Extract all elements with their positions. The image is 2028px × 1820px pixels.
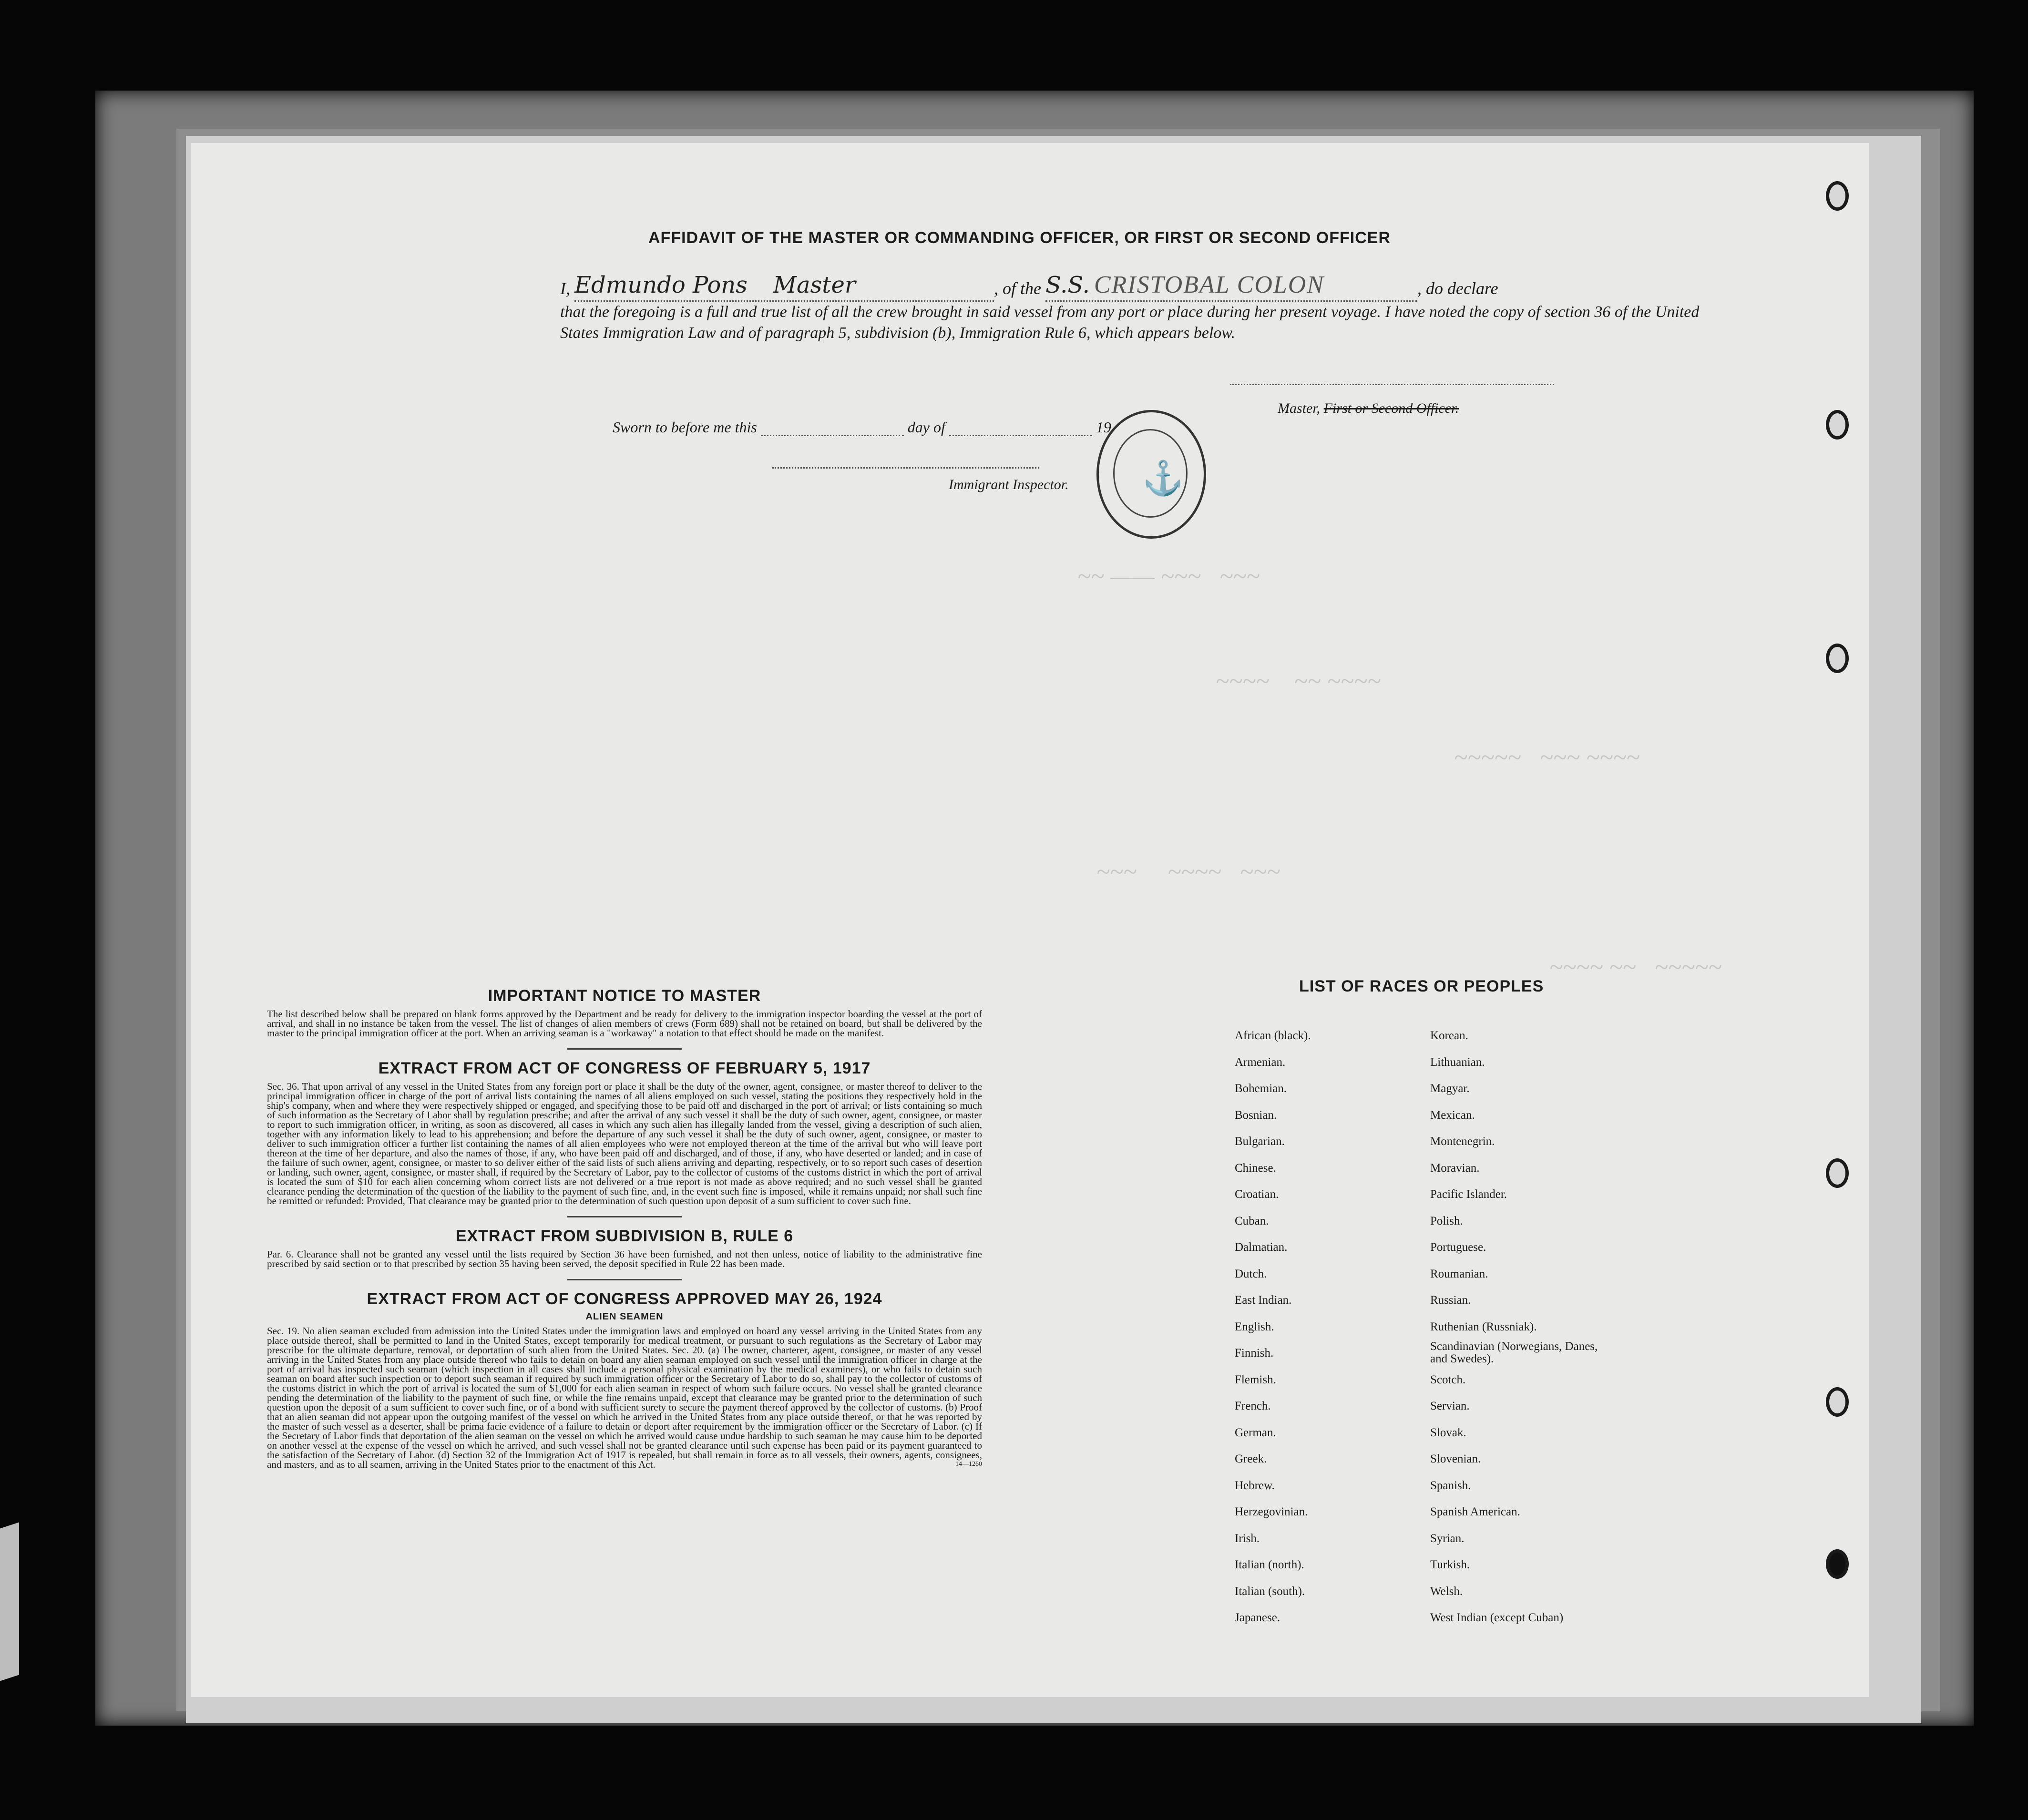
sworn-line: [613, 419, 1111, 436]
races-title: LIST OF RACES OR PEOPLES: [1299, 977, 1544, 995]
race-item: Magyar.: [1430, 1082, 1470, 1095]
master-label: Master,: [1278, 400, 1321, 416]
bleed-through-mark: ~~~ ~~~~ ~~~: [1096, 859, 1280, 886]
race-item: Lithuanian.: [1430, 1055, 1485, 1069]
declare-prefix: I,: [560, 279, 570, 298]
race-item: Polish.: [1430, 1214, 1463, 1227]
signer-rank: Master: [773, 272, 856, 298]
sworn-label: Sworn to before me this: [613, 419, 757, 436]
stamp-inner-ring: [1113, 429, 1188, 518]
race-item: Dalmatian.: [1235, 1241, 1288, 1254]
race-item: Spanish.: [1430, 1479, 1471, 1492]
background-fragment: [0, 1523, 19, 1681]
bleed-through-mark: ~~~~~ ~~~ ~~~~: [1454, 744, 1640, 771]
notice-title: IMPORTANT NOTICE TO MASTER: [488, 987, 761, 1005]
race-item: Herzegovinian.: [1235, 1505, 1308, 1518]
section-divider: [567, 1279, 682, 1280]
race-item: Syrian.: [1430, 1532, 1465, 1545]
affidavit-title: AFFIDAVIT OF THE MASTER OR COMMANDING OFFICER, OR FIRST OR SECOND OFFICER: [648, 229, 1391, 247]
of-the-label: , of the: [994, 279, 1041, 298]
bleed-through-mark: ~~~~ ~~ ~~~~: [1216, 668, 1381, 695]
extract-1924-text: Sec. 19. No alien seaman excluded from admission into the United States under the immigration laws and employed on board any vessel arriving in the United States from any place outside thereof, shall be permitted to land in the United States, except temporarily for medical treatment, or pursuant to such regulations as the Secretary of Labor may prescribe for the ultimate departure, removal, or deportation of such alien from the United States. Sec. 20. (a) The owner, charterer, agent, consignee, or master of any vessel arriving in the United States from any place outside thereof who fails to detain on board any alien seaman employed on such vessel until the immigration officer in charge at the port of arrival has inspected such seaman (which inspection in all cases shall include a personal physical examination by the medical examiners), or who fails to detain such seaman on board after such inspection or to deport such seaman if required by such immigration officer or the Secretary of Labor to do so, shall pay to the collector of customs of the customs district in which the port of arrival is located the sum of $1,000 for each alien seaman in respect of whom such failure occurs. No vessel shall be granted clearance pending the determination of the liability to the payment of such fine, or while the fine remains unpaid, except that clearance may be granted prior to the determination of such question upon the deposit of a sum sufficient to cover such fine, or of a bond with sufficient surety to secure the payment thereof approved by the collector of customs. (b) Proof that an alien seaman did not appear upon the outgoing manifest of the vessel on which he arrived in the United States from any place outside thereof, or that he was reported by the master of such vessel as a deserter, shall be prima facie evidence of a failure to detain or deport after requirement by the immigration officer or the Secretary of Labor. (c) If the Secretary of Labor finds that deportation of the alien seaman on the vessel on which he arrived would cause undue hardship to such seaman he may cause him to be deported on another vessel at the expense of the vessel on which he arrived, and such vessel shall not be granted clearance until such expense has been paid or its payment guaranteed to the satisfaction of the Secretary of Labor. (d) Section 32 of the Immigration Act of 1917 is repealed, but shall remain in force as to all vessels, their owners, agents, consignees, and masters, and as to all seamen, arriving in the United States prior to the enactment of this Act.: [267, 1325, 982, 1470]
race-item: Ruthenian (Russniak).: [1430, 1320, 1537, 1333]
ship-company-stamp: [1096, 410, 1206, 539]
race-item: Cuban.: [1235, 1214, 1269, 1227]
do-declare-label: , do declare: [1417, 279, 1498, 298]
punch-hole: [1826, 1549, 1849, 1579]
officer-label-struck: First or Second Officer.: [1323, 400, 1459, 416]
race-item: Mexican.: [1430, 1108, 1475, 1122]
anchor-icon: ⚓: [1142, 460, 1184, 497]
bleed-through-mark: ~~~~ ~~ ~~~~~: [1549, 954, 1722, 981]
punch-hole: [1826, 1158, 1849, 1188]
race-item: Korean.: [1430, 1029, 1468, 1042]
inspector-signature-line[interactable]: [772, 467, 1039, 469]
race-item: Bulgarian.: [1235, 1135, 1285, 1148]
race-item: Spanish American.: [1430, 1505, 1520, 1518]
race-item: Slovenian.: [1430, 1452, 1481, 1465]
race-item: Turkish.: [1430, 1558, 1470, 1571]
signer-name: Edmundo Pons: [574, 272, 748, 298]
ship-field[interactable]: [1045, 272, 1417, 302]
race-item: Finnish.: [1235, 1347, 1274, 1360]
inspector-label: Immigrant Inspector.: [949, 477, 1069, 492]
master-signature-line[interactable]: [1230, 384, 1554, 385]
race-item: Italian (south).: [1235, 1585, 1305, 1598]
race-item: Pacific Islander.: [1430, 1188, 1507, 1201]
ship-prefix: S.S.: [1045, 272, 1090, 298]
punch-hole: [1826, 410, 1849, 440]
race-item: Montenegrin.: [1430, 1135, 1495, 1148]
master-caption: [1278, 400, 1459, 417]
extract-rule6-text: Par. 6. Clearance shall not be granted any vessel until the lists required by Section 36 have been furnished, and not then unless, notice of liability to the administrative fine prescribed by said section or to that prescribed by section 35 having been served, the deposit specified in Rule 22 has been made.: [267, 1248, 982, 1269]
race-item: Scotch.: [1430, 1373, 1466, 1386]
notice-text: The list described below shall be prepared on blank forms approved by the Department and be ready for delivery to the immigration inspector boarding the vessel at the port of arrival, and shall in no instance be taken from the vessel. The list of changes of alien members of crews (Form 689) shall not be retained on board, but shall be delivered by the master to the principal immigration officer at the port. When an arriving seaman is a "workaway" a notation to that effect should be made on the manifest.: [267, 1008, 982, 1039]
race-item: Scandinavian (Norwegians, Danes, and Swedes).: [1430, 1340, 1598, 1365]
race-item: English.: [1235, 1320, 1274, 1333]
extract-1917-title: EXTRACT FROM ACT OF CONGRESS OF FEBRUARY 5, 1917: [378, 1059, 871, 1077]
race-item: Japanese.: [1235, 1611, 1280, 1624]
race-item: Chinese.: [1235, 1161, 1276, 1175]
form-number: 14—1260: [955, 1461, 982, 1468]
race-item: Dutch.: [1235, 1267, 1267, 1280]
race-item: Greek.: [1235, 1452, 1267, 1465]
day-of-label: day of: [907, 419, 945, 436]
declaration-text: that the foregoing is a full and true list of all the crew brought in said vessel from any port or place during her present voyage. I have noted the copy of section 36 of the United States Immigration Law and of paragraph 5, subdivision (b), Immigration Rule 6, which appears below.: [560, 303, 1700, 342]
affidavit-sheet: [191, 143, 1869, 1697]
punch-hole: [1826, 644, 1849, 673]
race-item: Irish.: [1235, 1532, 1260, 1545]
sworn-month-field[interactable]: [949, 435, 1092, 436]
extract-1924-title: EXTRACT FROM ACT OF CONGRESS APPROVED MAY 26, 1924: [367, 1290, 882, 1308]
race-item: Italian (north).: [1235, 1558, 1304, 1571]
race-item: Bohemian.: [1235, 1082, 1287, 1095]
race-item: West Indian (except Cuban): [1430, 1611, 1564, 1624]
race-item: Armenian.: [1235, 1055, 1286, 1069]
declaration-block: [560, 272, 1704, 344]
race-item: Roumanian.: [1430, 1267, 1488, 1280]
race-item: French.: [1235, 1400, 1271, 1412]
section-divider: [567, 1216, 682, 1217]
bleed-through-mark: ~~ —— ~~~ ~~~: [1077, 563, 1260, 590]
signer-field[interactable]: [574, 272, 994, 302]
race-item: East Indian.: [1235, 1294, 1292, 1307]
extract-rule6-title: EXTRACT FROM SUBDIVISION B, RULE 6: [455, 1227, 794, 1245]
race-item: Croatian.: [1235, 1188, 1279, 1201]
race-item: Flemish.: [1235, 1373, 1276, 1386]
extract-1924-subtitle: ALIEN SEAMEN: [585, 1311, 664, 1322]
sworn-day-field[interactable]: [761, 435, 904, 436]
section-divider: [567, 1048, 682, 1050]
race-item: Russian.: [1430, 1294, 1471, 1307]
race-item: Hebrew.: [1235, 1479, 1275, 1492]
punch-hole: [1826, 1387, 1849, 1417]
race-item: Slovak.: [1430, 1426, 1466, 1439]
punch-hole: [1826, 181, 1849, 211]
race-item: Moravian.: [1430, 1161, 1480, 1175]
race-item: Portuguese.: [1430, 1241, 1486, 1254]
race-item: Welsh.: [1430, 1585, 1463, 1598]
race-item: African (black).: [1235, 1029, 1311, 1042]
notice-section: [267, 987, 982, 1468]
year-suffix: 19: [1096, 419, 1111, 436]
race-item: German.: [1235, 1426, 1276, 1439]
ship-name: CRISTOBAL COLON: [1094, 271, 1325, 298]
race-item: Servian.: [1430, 1400, 1470, 1412]
race-item: Bosnian.: [1235, 1108, 1277, 1122]
extract-1917-text: Sec. 36. That upon arrival of any vessel in the United States from any foreign port or place it shall be the duty of the owner, agent, consignee, or master thereof to deliver to the principal immigration officer in charge of the port of arrival lists containing the names of all aliens employed on such vessel, stating the positions they respectively hold in the ship's company, when and where they were respectively shipped or engaged, and specifying those to be paid off and discharged in the port of arrival; or lists containing so much of such information as the Secretary of Labor shall by regulation prescribe; and after the arrival of any such vessel it shall be the duty of such owner, agent, consignee, or master to report to such immigration officer, in writing, as soon as discovered, all cases in which any such alien has illegally landed from the vessel, giving a description of such alien, together with any information likely to lead to his apprehension; and before the departure of any such vessel it shall be the duty of such owner, agent, consignee, or master to deliver to such immigration officer a further list containing the names of all alien employees who were not employed thereon at the time of the arrival but who will leave port thereon at the time of her departure, and also the names of those, if any, who have been paid off and discharged, and of those, if any, who have deserted or landed; and in case of the failure of such owner, agent, consignee, or master to so deliver either of the said lists of such aliens arriving and departing, respectively, or to so report such cases of desertion or landing, such owner, agent, consignee, or master shall, if required by the Secretary of Labor, pay to the collector of customs of the customs district in which the port of arrival is located the sum of $10 for each alien concerning whom correct lists are not delivered or a true report is not made as above required; and no such vessel shall be granted clearance pending the determination of the question of the liability to the payment of such fine, and, in the event such fine is imposed, while it remains unpaid; nor shall such fine be remitted or refunded: Provided, That clearance may be granted prior to the determination of such question upon deposit of a sum sufficient to cover such fine.: [267, 1081, 982, 1207]
